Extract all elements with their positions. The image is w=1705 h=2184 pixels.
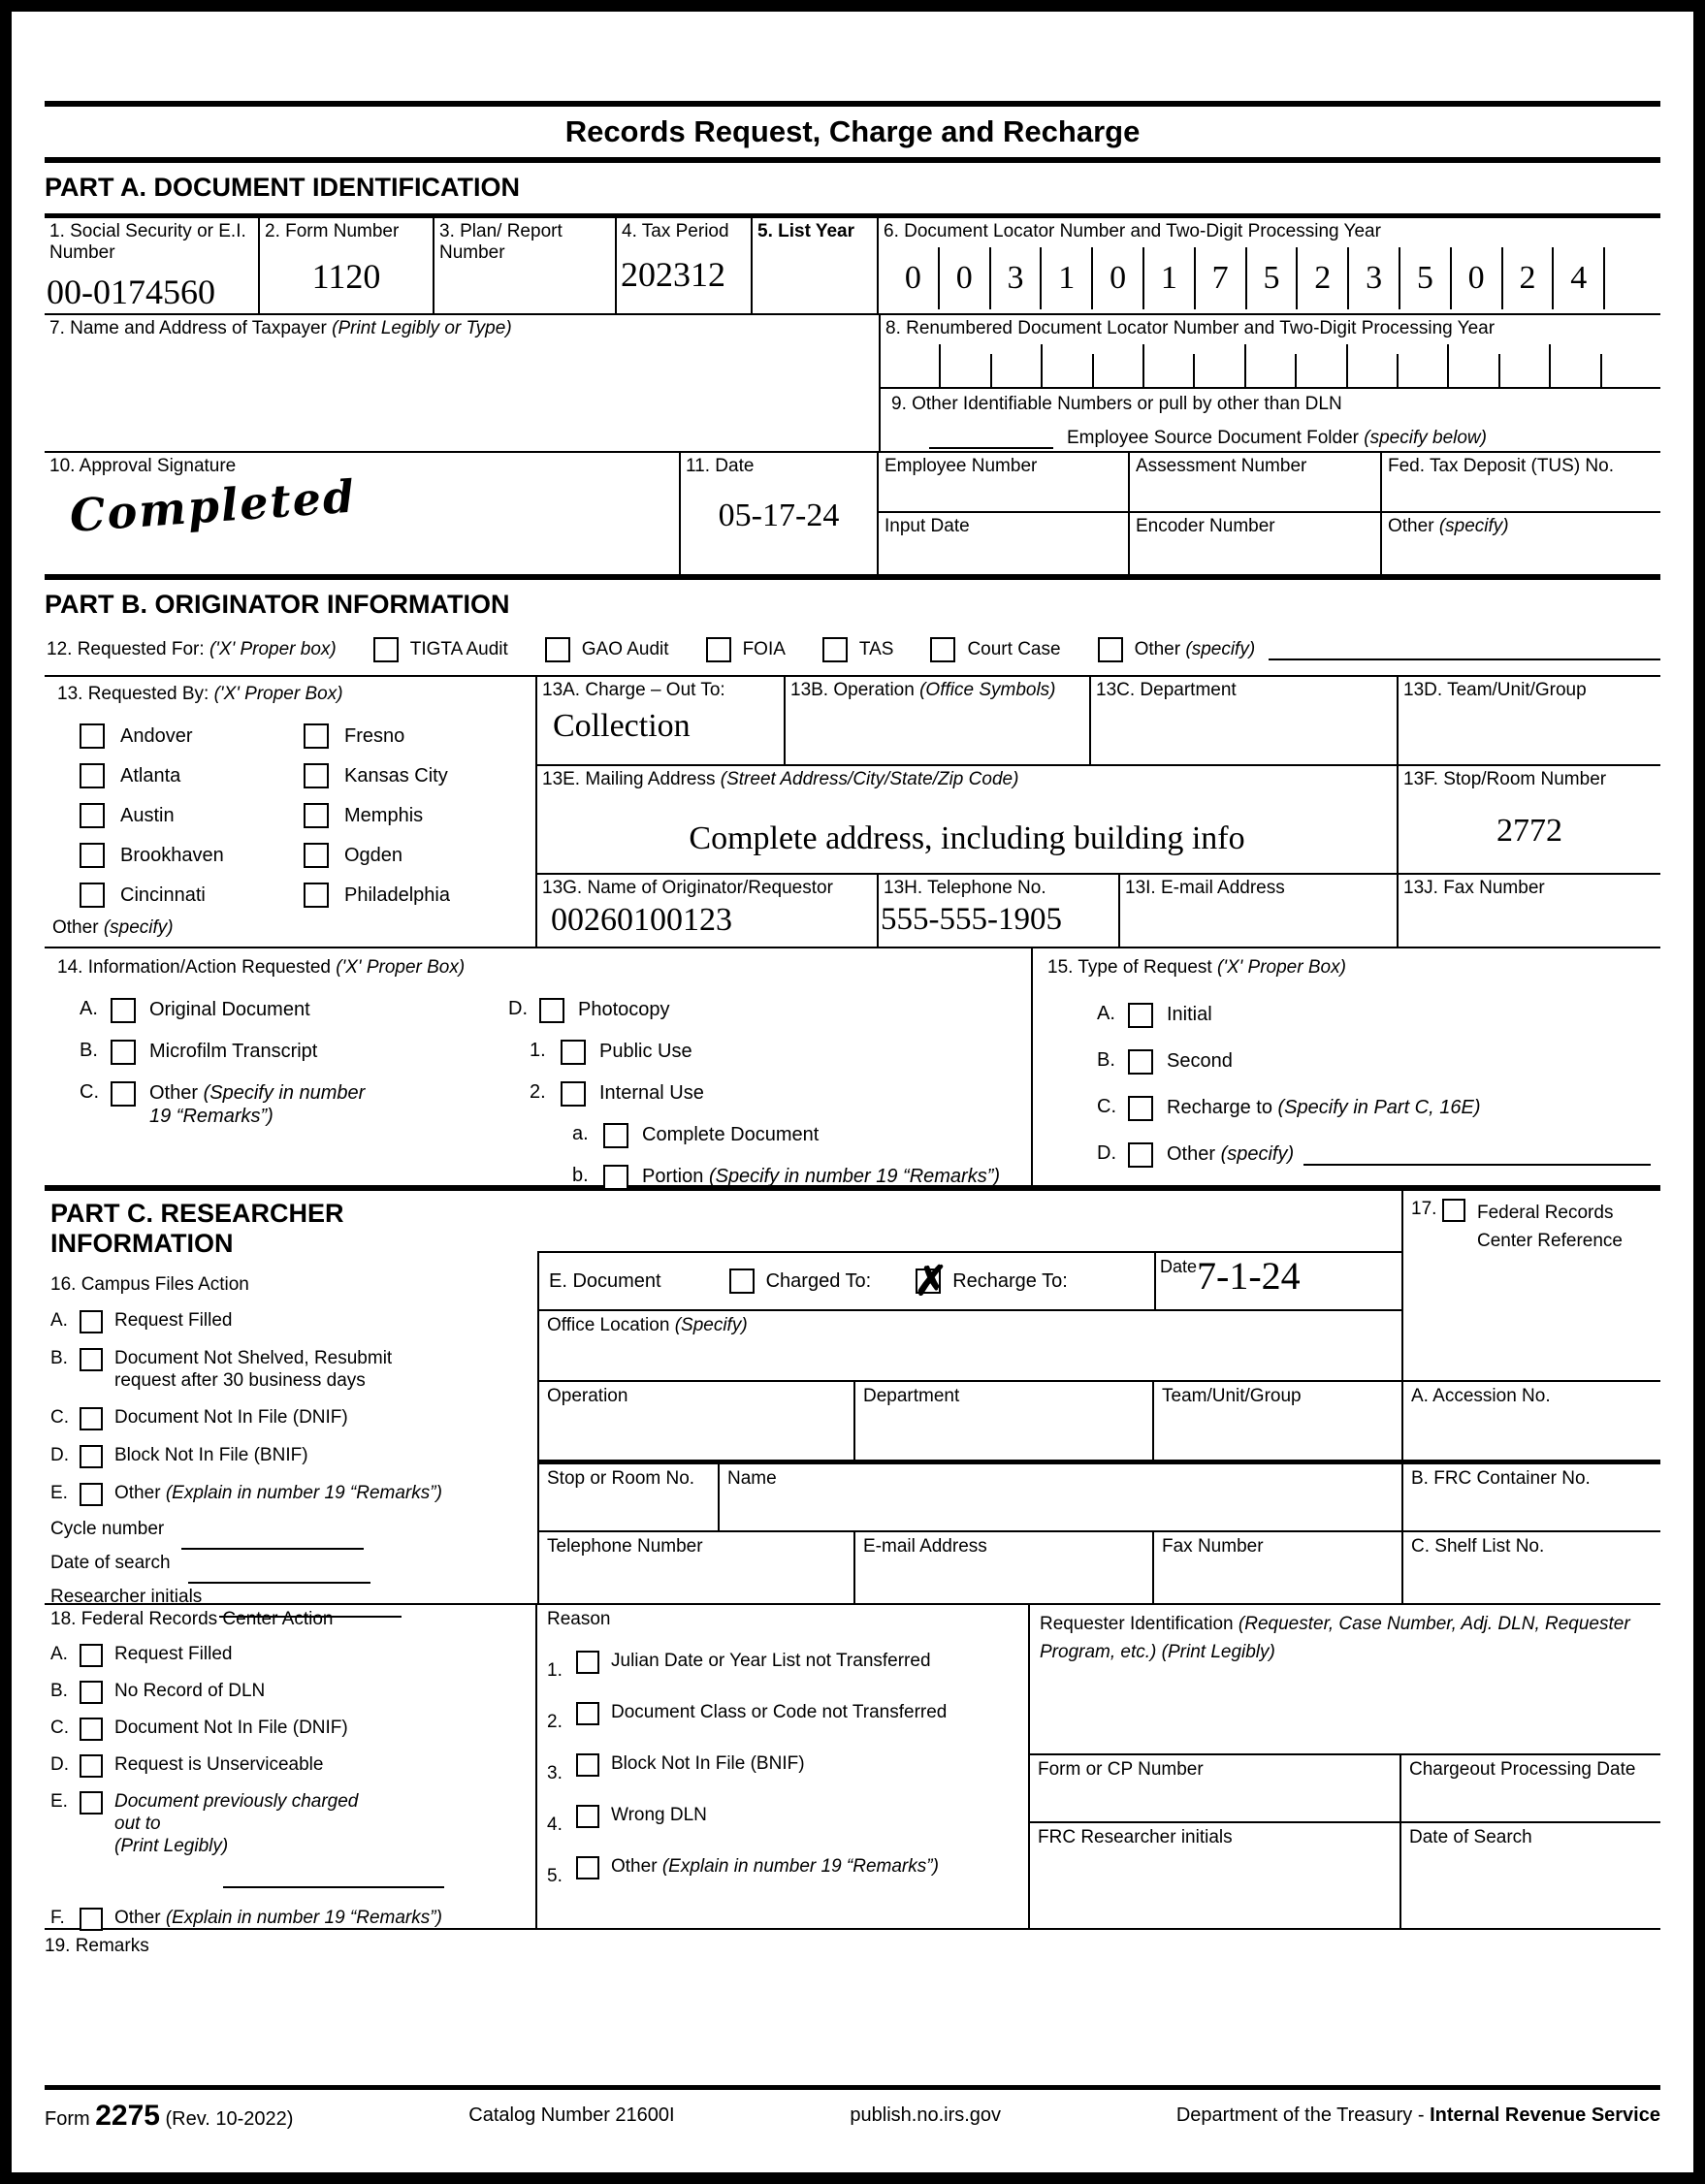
ogden-checkbox[interactable] — [304, 843, 329, 868]
field-12-requested-for — [45, 625, 1660, 677]
requested-for-other-checkbox[interactable] — [1098, 637, 1123, 662]
part-c-right-column — [1401, 1191, 1660, 1603]
part-a-row-2 — [45, 315, 1660, 453]
field-13j-label: 13J. Fax Number — [1403, 878, 1545, 898]
item-complete-document: a. Complete Document — [572, 1123, 1023, 1148]
field-4-label: 4. Tax Period — [622, 221, 729, 241]
item-16-request-filled: A. Request Filled — [50, 1310, 531, 1333]
item-internal-use: 2. Internal Use — [530, 1081, 1023, 1107]
fields-8-9 — [881, 315, 1660, 451]
e-document-label: E. Document — [549, 1269, 661, 1292]
initial-checkbox[interactable] — [1128, 1003, 1153, 1028]
item-18-request-filled: A. Request Filled — [50, 1644, 530, 1667]
cincinnati-checkbox[interactable] — [80, 883, 105, 908]
field-11-date — [681, 453, 879, 574]
field-9-label: 9. Other Identifiable Numbers or pull by other than DLN — [891, 393, 1342, 414]
recharge-to-checkbox[interactable] — [1128, 1096, 1153, 1121]
option-court-case: Court Case — [930, 637, 1060, 662]
frc-date-of-search-cell[interactable]: Date of Search — [1409, 1827, 1532, 1847]
photocopy-checkbox[interactable] — [539, 998, 564, 1023]
kansas-city-checkbox[interactable] — [304, 763, 329, 788]
field-19-label: 19. Remarks — [45, 1936, 149, 1956]
reason-label: Reason — [547, 1609, 611, 1629]
field-13a-charge-out-to — [537, 677, 786, 764]
part-c-heading: PART C. RESEARCHER INFORMATION — [50, 1199, 344, 1258]
dln-digit[interactable]: 0 — [1452, 247, 1503, 309]
field-1-label: 1. Social Security or E.I. Number — [49, 221, 246, 264]
tax-period-value[interactable]: 202312 — [621, 255, 725, 295]
reason-5: 5. Other (Explain in number 19 “Remarks”) — [547, 1856, 939, 1886]
reason-5-checkbox[interactable] — [576, 1856, 599, 1879]
field-15-label: 15. Type of Request ('X' Proper Box) — [1047, 957, 1346, 978]
field-2-label: 2. Form Number — [265, 221, 400, 241]
field-13g-originator-name — [537, 875, 879, 947]
office-checkbox-grid — [80, 723, 528, 908]
field-13h-label: 13H. Telephone No. — [884, 878, 1046, 898]
field-16-label: 16. Campus Files Action — [50, 1274, 249, 1295]
part-a-row-1 — [45, 218, 1660, 315]
office-philadelphia: Philadelphia — [304, 883, 528, 908]
office-cincinnati: Cincinnati — [80, 883, 304, 908]
date-of-search-row: Date of search — [50, 1553, 531, 1574]
field-10-label: 10. Approval Signature — [49, 456, 237, 476]
fax-number-cell[interactable]: Fax Number — [1162, 1536, 1264, 1557]
not-shelved-checkbox[interactable] — [80, 1348, 103, 1371]
option-tas: TAS — [822, 637, 894, 662]
researcher-initials-row: Researcher initials — [50, 1587, 531, 1608]
field-6-label: 6. Document Locator Number and Two-Digit Processing Year — [884, 221, 1381, 241]
form-number-value[interactable]: 1120 — [311, 257, 381, 297]
item-18-other: F. Other (Explain in number 19 “Remarks”) — [50, 1908, 530, 1931]
office-fresno: Fresno — [304, 723, 528, 749]
item-microfilm-transcript: B. Microfilm Transcript — [80, 1040, 508, 1065]
office-andover: Andover — [80, 723, 304, 749]
field-18-label: 18. Federal Records Center Action — [50, 1609, 334, 1629]
chargeout-processing-date-cell[interactable]: Chargeout Processing Date — [1409, 1759, 1636, 1780]
dln-digit[interactable]: 0 — [888, 247, 940, 309]
stop-room-value[interactable]: 2772 — [1496, 813, 1562, 850]
brookhaven-checkbox[interactable] — [80, 843, 105, 868]
court-case-checkbox[interactable] — [930, 637, 955, 662]
email-address-cell[interactable]: E-mail Address — [855, 1532, 1154, 1603]
dln-digit[interactable]: 5 — [1247, 247, 1299, 309]
employee-source-folder-label: Employee Source Document Folder (specify below) — [1067, 428, 1487, 448]
item-photocopy: D. Photocopy — [508, 998, 1023, 1023]
field-9-other-numbers — [881, 389, 1660, 451]
part-a-right-grid — [879, 453, 1660, 574]
field-3-plan-report[interactable] — [434, 218, 617, 313]
item-18-no-record: B. No Record of DLN — [50, 1681, 530, 1704]
field-5-list-year[interactable] — [753, 218, 879, 313]
item-second: B. Second — [1097, 1049, 1651, 1075]
shelf-list-no-cell[interactable]: C. Shelf List No. — [1411, 1536, 1545, 1557]
requester-id-column — [1030, 1605, 1660, 1928]
field-17-frc-reference — [1403, 1191, 1660, 1382]
complete-document-checkbox[interactable] — [603, 1123, 628, 1148]
item-initial: A. Initial — [1097, 1003, 1651, 1028]
researcher-initials-blank[interactable] — [219, 1598, 402, 1618]
part-c-top-block — [45, 1191, 1660, 1605]
field-13j-fax[interactable] — [1399, 875, 1660, 947]
no-record-dln-checkbox[interactable] — [80, 1681, 103, 1704]
part-b-heading: PART B. ORIGINATOR INFORMATION — [45, 590, 510, 619]
field-15-type-of-request — [1033, 948, 1660, 1185]
austin-checkbox[interactable] — [80, 803, 105, 828]
microfilm-transcript-checkbox[interactable] — [111, 1040, 136, 1065]
field-13d-label: 13D. Team/Unit/Group — [1403, 680, 1587, 700]
item-16-other: E. Other (Explain in number 19 “Remarks”) — [50, 1483, 531, 1506]
campus-dnif-checkbox[interactable] — [80, 1407, 103, 1430]
campus-request-filled-checkbox[interactable] — [80, 1310, 103, 1333]
reason-3-checkbox[interactable] — [576, 1753, 599, 1777]
tas-checkbox[interactable] — [822, 637, 848, 662]
dln-digit[interactable]: 3 — [991, 247, 1043, 309]
field-16-campus-files-action — [45, 1191, 537, 1607]
frc-other-checkbox[interactable] — [80, 1908, 103, 1931]
requested-by-other[interactable]: Other (specify) — [52, 917, 174, 938]
footer-department: Department of the Treasury - Internal Revenue Service — [1175, 2104, 1660, 2126]
item-16-not-shelved: B. Document Not Shelved, Resubmit request after 30 business days — [50, 1348, 393, 1391]
row-13a-13d — [537, 677, 1660, 766]
item-recharge-to: C. Recharge to (Specify in Part C, 16E) — [1097, 1096, 1651, 1121]
x-mark-icon: ✗ — [914, 1257, 949, 1304]
second-checkbox[interactable] — [1128, 1049, 1153, 1075]
foia-checkbox[interactable] — [706, 637, 731, 662]
office-atlanta: Atlanta — [80, 763, 304, 788]
form-title: Records Request, Charge and Recharge — [564, 114, 1141, 148]
option-tigta-audit: TIGTA Audit — [373, 637, 508, 662]
cycle-number-row: Cycle number — [50, 1519, 531, 1540]
field-10-approval-signature — [45, 453, 681, 574]
field-17-number: 17. — [1411, 1199, 1437, 1219]
employee-source-folder-line — [929, 428, 1655, 449]
field-14-information-action — [45, 948, 1033, 1188]
public-use-checkbox[interactable] — [561, 1040, 586, 1065]
reason-3: 3. Block Not In File (BNIF) — [547, 1753, 805, 1783]
item-18-dnif: C. Document Not In File (DNIF) — [50, 1718, 530, 1741]
other-specify-cell[interactable]: Other (specify) — [1388, 516, 1509, 536]
department-cell[interactable]: Department — [855, 1382, 1154, 1460]
field-17-label: Federal Records Center Reference — [1477, 1203, 1623, 1252]
footer — [45, 2085, 1660, 2141]
field-3-label: 3. Plan/ Report Number — [439, 221, 563, 264]
recharge-date-value[interactable]: 7-1-24 — [1197, 1254, 1301, 1298]
field-7-label: 7. Name and Address of Taxpayer (Print Legibly or Type) — [49, 318, 512, 338]
field-13g-label: 13G. Name of Originator/Requestor — [542, 878, 833, 898]
field-13f-label: 13F. Stop/Room Number — [1403, 769, 1607, 789]
originator-name-value[interactable]: 00260100123 — [551, 902, 732, 939]
office-location-cell[interactable]: Office Location (Specify) — [537, 1311, 1401, 1382]
operation-row — [537, 1382, 1401, 1464]
field-13-requested-by — [45, 677, 537, 947]
dln-digit[interactable] — [1605, 247, 1655, 309]
office-memphis: Memphis — [304, 803, 528, 828]
part-c-middle-gap — [537, 1191, 1401, 1251]
field-13i-email[interactable] — [1120, 875, 1399, 947]
field-13e-mailing-address — [537, 766, 1399, 873]
recharge-date-cell — [1154, 1253, 1401, 1309]
phone-email-fax-row — [537, 1532, 1401, 1603]
accession-no-cell[interactable]: A. Accession No. — [1403, 1382, 1660, 1464]
frc-request-filled-checkbox[interactable] — [80, 1644, 103, 1667]
charged-to-label: Charged To: — [765, 1269, 872, 1292]
employee-number-cell[interactable]: Employee Number — [879, 453, 1130, 513]
footer-form-id: Form 2275 (Rev. 10-2022) — [45, 2099, 294, 2132]
field-13b-label: 13B. Operation (Office Symbols) — [790, 680, 1056, 700]
frc-dnif-checkbox[interactable] — [80, 1718, 103, 1741]
telephone-number-cell[interactable]: Telephone Number — [539, 1532, 855, 1603]
field-13i-label: 13I. E-mail Address — [1125, 878, 1285, 898]
reason-4-checkbox[interactable] — [576, 1805, 599, 1828]
tigta-audit-checkbox[interactable] — [373, 637, 399, 662]
item-16-dnif: C. Document Not In File (DNIF) — [50, 1407, 531, 1430]
option-gao-audit: GAO Audit — [545, 637, 669, 662]
title-band — [45, 101, 1660, 163]
field-13e-label: 13E. Mailing Address (Street Address/City/State/Zip Code) — [542, 769, 1019, 789]
approval-signature[interactable]: Completed — [68, 469, 358, 543]
field-2-form-number — [260, 218, 434, 313]
field-19-remarks[interactable] — [45, 1930, 1660, 2085]
frc-reference-checkbox[interactable] — [1442, 1199, 1465, 1222]
dln-digit[interactable]: 2 — [1298, 247, 1349, 309]
item-original-document: A. Original Document — [80, 998, 508, 1023]
dln-digit[interactable]: 3 — [1349, 247, 1400, 309]
team-unit-group-cell[interactable]: Team/Unit/Group — [1162, 1386, 1302, 1406]
field-13h-telephone — [879, 875, 1120, 947]
cycle-number-blank[interactable] — [181, 1530, 364, 1550]
form-or-cp-number-cell[interactable]: Form or CP Number — [1030, 1755, 1401, 1821]
part-c-middle-column — [537, 1191, 1401, 1603]
office-kansas-city: Kansas City — [304, 763, 528, 788]
field-13-label: 13. Requested By: ('X' Proper Box) — [57, 684, 343, 704]
info-other-checkbox[interactable] — [111, 1081, 136, 1107]
option-foia: FOIA — [706, 637, 786, 662]
field-13c-department[interactable] — [1091, 677, 1399, 764]
input-date-cell[interactable]: Input Date — [879, 513, 1130, 574]
field-4-tax-period — [617, 218, 753, 313]
charged-to-checkbox[interactable] — [729, 1269, 755, 1294]
item-16-bnif: D. Block Not In File (BNIF) — [50, 1445, 531, 1468]
charge-out-to-value[interactable]: Collection — [553, 708, 691, 745]
gao-audit-checkbox[interactable] — [545, 637, 570, 662]
field-13c-label: 13C. Department — [1096, 680, 1237, 700]
fields-14-15-block — [45, 948, 1660, 1188]
field-14-left-column — [52, 981, 508, 1190]
assessment-number-cell[interactable]: Assessment Number — [1130, 453, 1382, 513]
item-public-use: 1. Public Use — [530, 1040, 1023, 1065]
philadelphia-checkbox[interactable] — [304, 883, 329, 908]
campus-bnif-checkbox[interactable] — [80, 1445, 103, 1468]
dln-input[interactable] — [888, 247, 1655, 309]
unserviceable-checkbox[interactable] — [80, 1754, 103, 1778]
frc-researcher-initials-cell[interactable]: FRC Researcher initials — [1030, 1823, 1401, 1928]
portion-checkbox[interactable] — [603, 1165, 628, 1190]
recharge-to-checked-checkbox[interactable] — [914, 1257, 949, 1304]
name-cell[interactable]: Name — [727, 1468, 777, 1489]
field-13b-operation[interactable] — [786, 677, 1091, 764]
fresno-checkbox[interactable] — [304, 723, 329, 749]
stop-name-row — [537, 1464, 1401, 1532]
form-cp-row — [1030, 1755, 1660, 1823]
memphis-checkbox[interactable] — [304, 803, 329, 828]
original-document-checkbox[interactable] — [111, 998, 136, 1023]
office-austin: Austin — [80, 803, 304, 828]
field-8-label: 8. Renumbered Document Locator Number and Two-Digit Processing Year — [885, 318, 1496, 338]
field-13-block — [45, 677, 1660, 948]
field-1-ssn-ein — [45, 218, 260, 313]
approval-date-value[interactable]: 05-17-24 — [718, 498, 840, 534]
frc-researcher-row — [1030, 1823, 1660, 1928]
type-other-checkbox[interactable] — [1128, 1142, 1153, 1168]
reason-1-checkbox[interactable] — [576, 1651, 599, 1674]
type-other-blank[interactable] — [1303, 1142, 1651, 1166]
field-7-taxpayer-name-address[interactable] — [45, 315, 881, 451]
field-11-label: 11. Date — [686, 456, 755, 476]
field-8-renumbered-dln — [881, 315, 1660, 389]
previously-charged-blank[interactable] — [223, 1869, 444, 1888]
recharge-to-label: Recharge To: — [952, 1269, 1068, 1292]
telephone-value[interactable]: 555-555-1905 — [881, 902, 1062, 938]
stop-room-cell[interactable]: Stop or Room No. — [539, 1464, 720, 1530]
frc-container-no-cell[interactable]: B. FRC Container No. — [1403, 1464, 1660, 1532]
field-18-frc-action — [45, 1605, 537, 1928]
row-13e-13f — [537, 766, 1660, 875]
reason-1: 1. Julian Date or Year List not Transferred — [547, 1651, 931, 1681]
field-13d-team-unit-group[interactable] — [1399, 677, 1660, 764]
item-15-other: D. Other (specify) — [1097, 1142, 1651, 1168]
campus-other-checkbox[interactable] — [80, 1483, 103, 1506]
top-margin — [45, 12, 1660, 101]
ssn-ein-value[interactable]: 00-0174560 — [47, 273, 215, 311]
internal-use-checkbox[interactable] — [561, 1081, 586, 1107]
field-13a-label: 13A. Charge – Out To: — [542, 680, 725, 700]
reason-2: 2. Document Class or Code not Transferred — [547, 1702, 948, 1732]
date-of-search-blank[interactable] — [188, 1564, 370, 1584]
field-13f-stop-room — [1399, 766, 1660, 873]
field-6-dln — [879, 218, 1660, 313]
renumbered-dln-input[interactable] — [890, 342, 1651, 386]
ftd-cell[interactable]: Fed. Tax Deposit (TUS) No. — [1382, 453, 1660, 513]
requester-identification-cell[interactable]: Requester Identification (Requester, Case Number, Adj. DLN, Requester Program, etc.) (Print Legibly) — [1030, 1605, 1660, 1755]
option-12-other: Other (specify) — [1098, 637, 1256, 662]
dln-digit[interactable]: 1 — [1042, 247, 1093, 309]
document-charge-row — [537, 1251, 1401, 1311]
dln-digit[interactable]: 7 — [1196, 247, 1247, 309]
field-14-label: 14. Information/Action Requested ('X' Proper Box) — [57, 957, 466, 978]
requested-for-other-blank[interactable] — [1269, 639, 1660, 660]
field-14-right-column — [508, 981, 1023, 1190]
dln-digit[interactable]: 0 — [940, 247, 991, 309]
office-ogden: Ogden — [304, 843, 528, 868]
reason-2-checkbox[interactable] — [576, 1702, 599, 1725]
office-brookhaven: Brookhaven — [80, 843, 304, 868]
mailing-address-value[interactable]: Complete address, including building info — [689, 820, 1245, 857]
field-13-detail-grid — [537, 677, 1660, 947]
reason-column — [537, 1605, 1030, 1928]
field-5-label: 5. List Year — [757, 221, 854, 241]
encoder-number-cell[interactable]: Encoder Number — [1130, 513, 1382, 574]
footer-publish-site: publish.no.irs.gov — [850, 2104, 1002, 2126]
dln-digit[interactable]: 0 — [1093, 247, 1144, 309]
field-12-label: 12. Requested For: ('X' Proper box) — [47, 639, 337, 659]
item-18-prev-charged: E. Document previously charged out to (Print Legibly) — [50, 1791, 359, 1856]
atlanta-checkbox[interactable] — [80, 763, 105, 788]
andover-checkbox[interactable] — [80, 723, 105, 749]
operation-cell[interactable]: Operation — [539, 1382, 855, 1460]
dln-digit[interactable]: 2 — [1503, 247, 1555, 309]
item-18-unserviceable: D. Request is Unserviceable — [50, 1754, 530, 1778]
item-14-other: C. Other (Specify in number 19 “Remarks”) — [80, 1081, 366, 1128]
item-portion: b. Portion (Specify in number 19 “Remarks”) — [572, 1165, 1023, 1190]
previously-charged-checkbox[interactable] — [80, 1791, 103, 1815]
field-18-block — [45, 1605, 1660, 1930]
dln-digit[interactable]: 1 — [1144, 247, 1196, 309]
row-13g-13j — [537, 875, 1660, 947]
dln-digit[interactable]: 5 — [1400, 247, 1452, 309]
reason-4: 4. Wrong DLN — [547, 1805, 707, 1835]
footer-catalog-number: Catalog Number 21600I — [468, 2104, 675, 2126]
part-a-row-3 — [45, 453, 1660, 574]
date-label: Date — [1160, 1257, 1198, 1276]
dln-digit[interactable]: 4 — [1554, 247, 1605, 309]
part-a-heading: PART A. DOCUMENT IDENTIFICATION — [45, 163, 1660, 218]
employee-source-folder-blank[interactable] — [929, 430, 1053, 449]
